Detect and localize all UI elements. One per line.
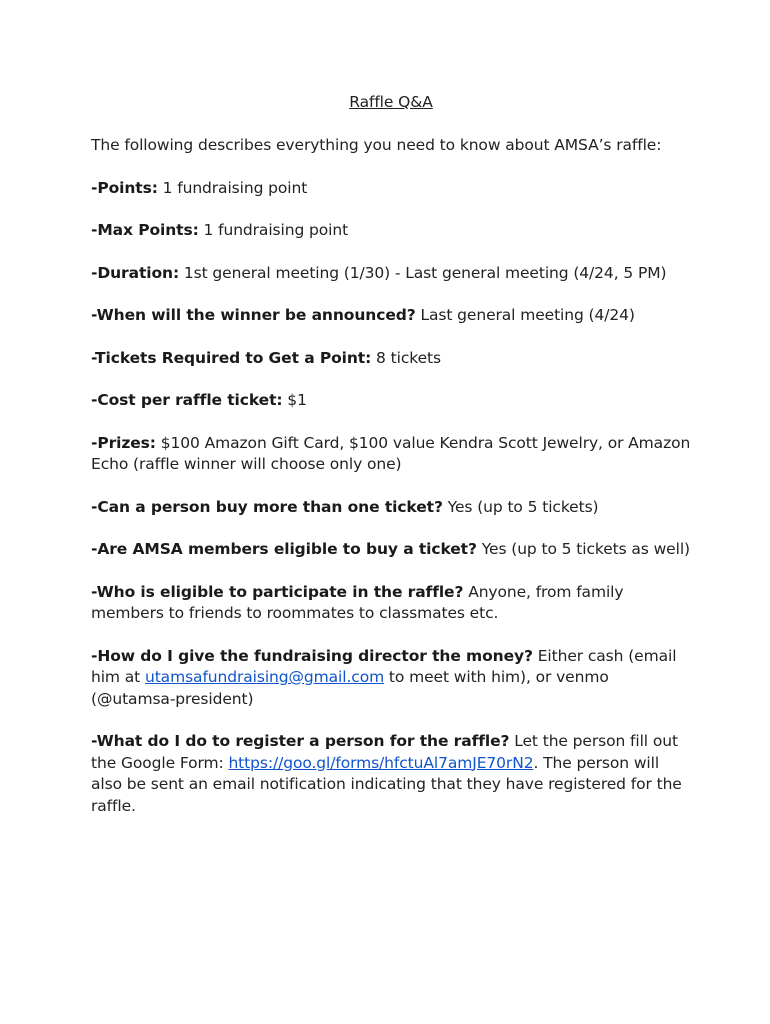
qa-label: -Are AMSA members eligible to buy a ticket? xyxy=(91,540,477,558)
qa-value: Yes (up to 5 tickets as well) xyxy=(476,540,690,558)
qa-value: $1 xyxy=(282,391,307,409)
qa-give-money xyxy=(91,646,691,711)
qa-label: -What do I do to register a person for the raffle? xyxy=(91,732,510,750)
qa-label: -Who is eligible to participate in the raffle? xyxy=(91,582,464,601)
qa-prizes xyxy=(91,433,691,476)
intro-paragraph: The following describes everything you need to know about AMSA’s raffle: xyxy=(91,136,662,154)
qa-duration xyxy=(91,263,691,285)
qa-label: -How do I give the fundraising director the money? xyxy=(91,646,533,665)
qa-value: . The person will also be sent an email notification indicating that they have registered for the raffle. xyxy=(91,753,682,815)
qa-multiple-tickets xyxy=(91,497,691,519)
qa-label: -When will the winner be announced? xyxy=(91,306,416,324)
qa-winner-announced xyxy=(91,305,691,327)
qa-register xyxy=(91,731,691,817)
qa-label: -Prizes: xyxy=(91,433,156,452)
qa-label: -Cost per raffle ticket: xyxy=(91,391,283,409)
qa-value: to meet with him), or venmo (@utamsa-president) xyxy=(91,668,609,708)
qa-points xyxy=(91,178,691,200)
qa-value: $100 Amazon Gift Card, $100 value Kendra Scott Jewelry, or Amazon Echo (raffle winner will choose only one) xyxy=(91,433,691,473)
qa-max-points xyxy=(91,220,691,242)
qa-value: Anyone, from family members to friends to roommates to classmates etc. xyxy=(91,582,624,622)
qa-value: Let the person fill out the Google Form: xyxy=(91,732,678,772)
qa-label: -Points: xyxy=(91,178,158,197)
qa-value: 1 fundraising point xyxy=(198,221,349,239)
qa-label: -Max Points: xyxy=(91,221,199,239)
qa-value: 1st general meeting (1/30) - Last general meeting (4/24, 5 PM) xyxy=(179,263,667,282)
qa-value: 8 tickets xyxy=(371,348,441,367)
document-page xyxy=(91,90,691,838)
qa-members-eligible xyxy=(91,539,691,561)
qa-label: -Tickets Required to Get a Point: xyxy=(91,348,372,367)
fundraising-email-link[interactable]: utamsafundraising@gmail.com xyxy=(144,668,385,686)
qa-value: Last general meeting (4/24) xyxy=(415,306,635,324)
qa-value: Yes (up to 5 tickets) xyxy=(442,497,599,516)
google-form-link[interactable]: https://goo.gl/forms/hfctuAl7amJE70rN2 xyxy=(228,753,534,772)
qa-ticket-cost xyxy=(91,390,691,412)
qa-value: Either cash (email him at xyxy=(91,646,677,686)
qa-label: -Can a person buy more than one ticket? xyxy=(91,497,443,516)
qa-who-eligible xyxy=(91,582,691,625)
qa-label: -Duration: xyxy=(91,263,180,282)
qa-value: 1 fundraising point xyxy=(157,178,308,197)
page-title: Raffle Q&A xyxy=(349,93,433,111)
qa-tickets-required xyxy=(91,348,691,370)
